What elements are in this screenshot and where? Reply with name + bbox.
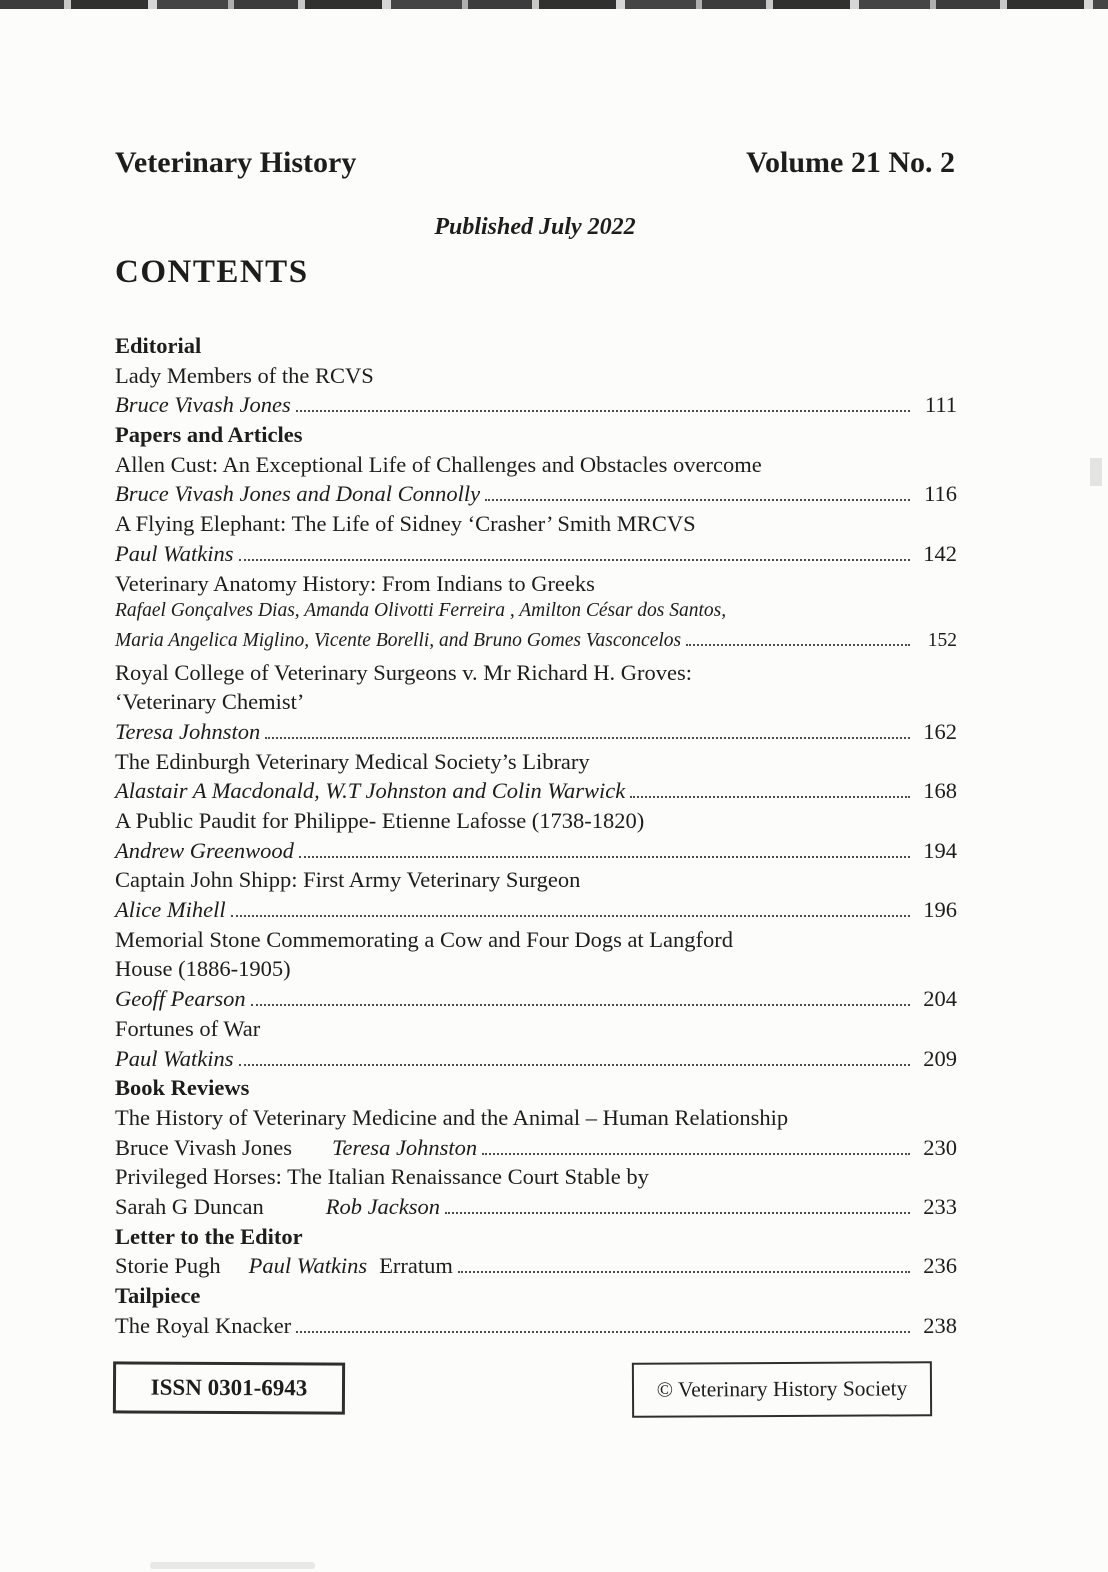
toc-author-line bbox=[115, 1135, 957, 1165]
author-name: Teresa Johnston bbox=[115, 718, 261, 744]
toc-author-line bbox=[115, 1194, 957, 1224]
reviewer-name: Teresa Johnston bbox=[331, 1134, 478, 1160]
toc-page-number: 116 bbox=[924, 481, 957, 507]
reviewer-name: Rob Jackson bbox=[325, 1193, 441, 1219]
toc-article-title bbox=[115, 867, 957, 897]
dotted-leader bbox=[445, 1212, 910, 1214]
section-label: Tailpiece bbox=[115, 1283, 201, 1308]
title-text: Royal College of Veterinary Surgeons v. Mr Richard H. Groves: bbox=[115, 659, 692, 685]
toc-page-number: 233 bbox=[923, 1193, 957, 1219]
title-text: A Public Paudit for Philippe- Etienne Lafosse (1738-1820) bbox=[115, 808, 645, 833]
dotted-leader bbox=[239, 1064, 910, 1066]
volume-number: Volume 21 No. 2 bbox=[746, 146, 955, 179]
toc-page-number: 194 bbox=[923, 837, 957, 863]
title-text: Captain John Shipp: First Army Veterinary Surgeon bbox=[115, 867, 581, 893]
toc-article-title bbox=[115, 749, 957, 779]
toc-page-number: 152 bbox=[927, 629, 957, 651]
author-name: Geoff Pearson bbox=[115, 986, 246, 1012]
toc-author-line bbox=[115, 392, 957, 422]
author-name: Alice Mihell bbox=[115, 897, 226, 923]
toc-article-title bbox=[115, 1016, 957, 1046]
toc-page-number: 142 bbox=[923, 540, 957, 566]
toc-author-line bbox=[115, 1046, 957, 1076]
toc-section-heading bbox=[115, 1283, 957, 1313]
journal-title: Veterinary History bbox=[115, 146, 357, 179]
dotted-leader bbox=[458, 1271, 910, 1273]
published-date: Published July 2022 bbox=[434, 214, 636, 240]
dotted-leader bbox=[482, 1153, 910, 1155]
erratum-label: Erratum bbox=[379, 1253, 453, 1279]
toc-section-heading bbox=[115, 422, 957, 452]
table-of-contents bbox=[115, 333, 957, 1342]
copyright-label: © Veterinary History Society bbox=[656, 1376, 908, 1402]
toc-article-title bbox=[115, 660, 957, 690]
dotted-leader bbox=[299, 856, 910, 858]
toc-page-number: 236 bbox=[923, 1253, 957, 1279]
copyright-box bbox=[632, 1361, 932, 1418]
title-text: Veterinary Anatomy History: From Indians to Greeks bbox=[115, 570, 595, 596]
toc-page-number: 230 bbox=[923, 1134, 957, 1160]
toc-page-number: 204 bbox=[923, 986, 957, 1012]
title-text: The Royal Knacker bbox=[115, 1312, 292, 1338]
dotted-leader bbox=[296, 410, 910, 412]
title-text: Memorial Stone Commemorating a Cow and Four Dogs at Langford bbox=[115, 926, 734, 952]
reviewed-author-name: Bruce Vivash Jones bbox=[115, 1134, 292, 1160]
toc-section-heading bbox=[115, 333, 957, 363]
author-name: Paul Watkins bbox=[115, 1045, 234, 1071]
title-text: Fortunes of War bbox=[115, 1015, 261, 1041]
author-name: Bruce Vivash Jones and Donal Connolly bbox=[115, 481, 481, 507]
issn-label: ISSN 0301-6943 bbox=[150, 1374, 308, 1401]
author-name: Alastair A Macdonald, W.T Johnston and Colin Warwick bbox=[115, 778, 626, 804]
title-text: ‘Veterinary Chemist’ bbox=[115, 689, 305, 715]
contents-heading: CONTENTS bbox=[115, 254, 309, 290]
section-label: Letter to the Editor bbox=[115, 1223, 303, 1249]
toc-author-line bbox=[115, 630, 957, 660]
toc-page-number: 196 bbox=[923, 897, 957, 923]
dotted-leader bbox=[265, 737, 910, 739]
masthead bbox=[115, 146, 955, 180]
dotted-leader bbox=[686, 644, 910, 646]
scan-smudge bbox=[150, 1562, 315, 1569]
toc-article-title bbox=[115, 1164, 957, 1194]
toc-author-line bbox=[115, 1253, 957, 1283]
title-text: Allen Cust: An Exceptional Life of Challenges and Obstacles overcome bbox=[115, 451, 762, 477]
toc-author-line bbox=[115, 481, 957, 511]
toc-article-title bbox=[115, 956, 957, 986]
dotted-leader bbox=[231, 915, 910, 917]
toc-page-number: 111 bbox=[924, 392, 957, 418]
toc-article-title bbox=[115, 511, 957, 541]
toc-page-number: 209 bbox=[923, 1045, 957, 1071]
toc-article-title bbox=[115, 363, 957, 393]
dotted-leader bbox=[485, 499, 910, 501]
toc-author-line bbox=[115, 600, 957, 630]
toc-author-line bbox=[115, 986, 957, 1016]
issn-box bbox=[113, 1361, 345, 1414]
toc-article-title bbox=[115, 808, 957, 838]
toc-article-title bbox=[115, 689, 957, 719]
scan-artifact-strip bbox=[0, 0, 1108, 9]
title-text: The Edinburgh Veterinary Medical Society’s Library bbox=[115, 748, 590, 774]
title-text: The History of Veterinary Medicine and the Animal – Human Relationship bbox=[115, 1104, 789, 1130]
toc-section-heading bbox=[115, 1075, 957, 1105]
toc-author-line bbox=[115, 838, 957, 868]
toc-author-line bbox=[115, 897, 957, 927]
toc-author-line bbox=[115, 541, 957, 571]
toc-page-number: 238 bbox=[923, 1312, 957, 1338]
toc-author-line bbox=[115, 778, 957, 808]
title-text: House (1886-1905) bbox=[115, 956, 291, 982]
author-name: Andrew Greenwood bbox=[115, 837, 294, 863]
toc-page-number: 162 bbox=[923, 718, 957, 744]
dotted-leader bbox=[239, 559, 910, 561]
letter-author-name: Storie Pugh bbox=[115, 1253, 221, 1279]
author-name: Bruce Vivash Jones bbox=[115, 392, 291, 418]
section-label: Book Reviews bbox=[115, 1075, 250, 1101]
toc-article-title bbox=[115, 1313, 957, 1343]
dotted-leader bbox=[251, 1004, 910, 1006]
dotted-leader bbox=[630, 796, 910, 798]
dotted-leader bbox=[296, 1331, 910, 1333]
reviewed-author-name: Sarah G Duncan bbox=[115, 1193, 264, 1219]
toc-article-title bbox=[115, 927, 957, 957]
toc-article-title bbox=[115, 571, 957, 601]
toc-section-heading bbox=[115, 1224, 957, 1254]
title-text: Lady Members of the RCVS bbox=[115, 362, 374, 388]
author-name: Paul Watkins bbox=[115, 540, 234, 566]
scan-edge-mark bbox=[1090, 458, 1102, 486]
author-name: Maria Angelica Miglino, Vicente Borelli, and Bruno Gomes Vasconcelos bbox=[115, 629, 682, 651]
title-text: Privileged Horses: The Italian Renaissance Court Stable by bbox=[115, 1164, 649, 1190]
responder-name: Paul Watkins bbox=[248, 1253, 368, 1279]
toc-author-line bbox=[115, 719, 957, 749]
section-label: Papers and Articles bbox=[115, 422, 303, 448]
toc-article-title bbox=[115, 1105, 957, 1135]
title-text: A Flying Elephant: The Life of Sidney ‘Crasher’ Smith MRCVS bbox=[115, 511, 696, 537]
toc-page-number: 168 bbox=[923, 778, 957, 804]
author-name: Rafael Gonçalves Dias, Amanda Olivotti Ferreira , Amilton César dos Santos, bbox=[115, 600, 727, 622]
toc-article-title bbox=[115, 452, 957, 482]
section-label: Editorial bbox=[115, 333, 202, 358]
